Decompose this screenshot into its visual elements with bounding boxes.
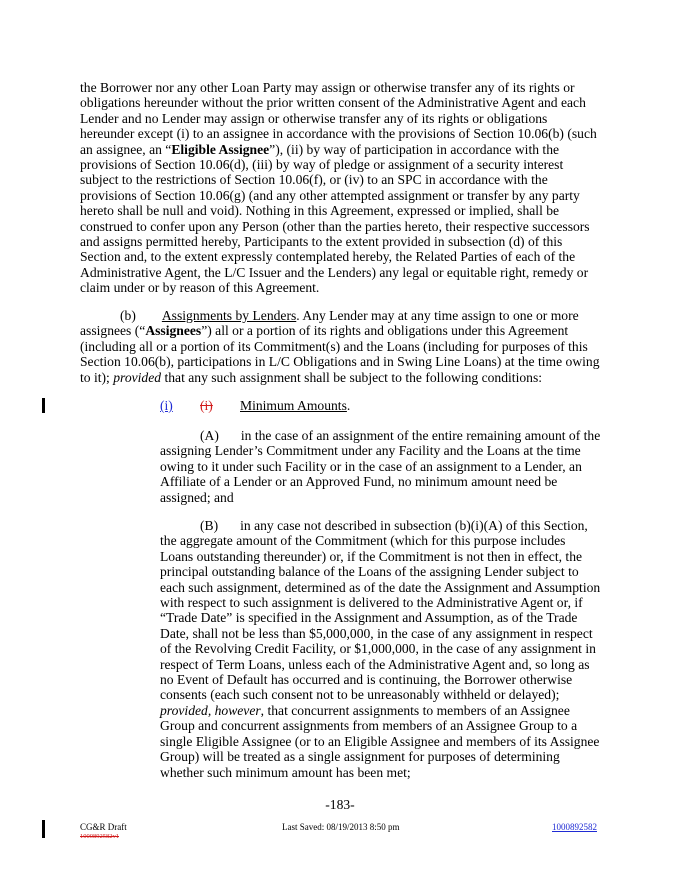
subparagraph-b-text-2: , that concurrent assignments to members of an Assignee Group and concurrent assignments from members of an Assignee Group to a single Eligible Assignee (or to an Eligible Assignee and members of its Assignee Group) will be treated as a single assignment for purposes of determining whether such minimum amount has been met; (160, 702, 600, 780)
heading-period: . (346, 398, 351, 413)
deleted-label-i: (i) (200, 398, 213, 413)
footer-left (80, 822, 127, 842)
paragraph-b-heading: Assignments by Lenders (161, 308, 297, 323)
paragraph-a-continuation (80, 80, 600, 296)
provided-italic: provided (113, 369, 162, 385)
subparagraph-a-text: in the case of an assignment of the entire remaining amount of the assigning Lender’s Commitment under any Facility and the Loans at the time owing to it under such Facility or in the case of an assignment to a Lender, an Affiliate of a Lender or an Approved Fund, no minimum amount need be assigned; and (160, 428, 601, 505)
subparagraph-b-label: (B) (200, 518, 219, 533)
assignees-term: Assignees (145, 323, 202, 339)
inserted-label-i: (i) (160, 398, 173, 413)
provided-however-italic: provided, however (160, 702, 261, 718)
footer-doc-id: 1000892582 (552, 822, 597, 832)
subparagraph-b-text-1: in any case not described in subsection (b)(i)(A) of this Section, the aggregate amount of the Commitment (which for this purpose includes Loans outstanding thereunder) or, if the Commitment is not then in effect, the principal outstanding balance of the Loans of the assigning Lender subject to each such assignment, determined as of the date the Assignment and Assumption with respect to such assignment is delivered to the Administrative Agent or, if “Trade Date” is specified in the Assignment and Assumption, as of the Trade Date, shall not be less than $5,000,000, in the case of any assignment in respect of the Revolving Credit Facility, or $1,000,000, in the case of any assignment in respect of Term Loans, unless each of the Administrative Agent and, so long as no Event of Default has occurred and is continuing, the Borrower otherwise consents (each such consent not to be unreasonably withheld or delayed); (160, 518, 601, 703)
paragraph-a-text-2: ”), (ii) by way of participation in accordance with the provisions of Section 10.06(d), (iii) by way of pledge or assignment of a security interest subject to the restrictions of Section 10.06(f), or (iv) to an SPC in accordance with the provisions of Section 10.06(g) (and any other attempted assignment or transfer by any party hereto shall be null and void). Nothing in this Agreement, expressed or implied, shall be construed to confer upon any Person (other than the parties hereto, their respective successors and assigns permitted hereby, Participants to the extent provided in subsection (d) of this Section and, to the extent expressly contemplated hereby, the Related Parties of each of the Administrative Agent, the L/C Issuer and the Lenders) any legal or equitable right, remedy or claim under or by reason of this Agreement. (80, 141, 590, 296)
footer-last-saved: Last Saved: 08/19/2013 8:50 pm (282, 822, 400, 832)
item-i-heading-wrap (240, 398, 350, 413)
eligible-assignee-term: Eligible Assignee (171, 141, 270, 157)
paragraph-b-text-3: that any such assignment shall be subject to the following conditions: (161, 369, 543, 385)
paragraph-a-text-1: the Borrower nor any other Loan Party may assign or otherwise transfer any of its rights or obligations hereunder without the prior written consent of the Administrative Agent and each Lender and no Lender may assign or otherwise transfer any of its rights or obligations hereunder except (i) to an assignee in accordance with the provisions of Section 10.06(b) (such an assignee, an “ (80, 80, 597, 157)
subparagraph-a-label: (A) (200, 428, 219, 443)
change-bar (42, 398, 45, 413)
minimum-amounts-heading: Minimum Amounts (240, 398, 347, 413)
paragraph-b-text-2: ”) all or a portion of its rights and obligations under this Agreement (including all or a portion of its Commitment(s) and the Loans (including for purposes of this Section 10.06(b), participations in L/C Obligations and in Swing Line Loans) at the time owing to it); (80, 323, 600, 385)
subparagraph-a (160, 428, 602, 505)
footer-change-bar (42, 820, 45, 838)
paragraph-b-text-1: . Any Lender may at any time assign to one or more assignees (“ (80, 308, 579, 339)
paragraph-b (80, 308, 600, 385)
paragraph-b-label: (b) (120, 308, 136, 323)
page-number: -183- (325, 797, 355, 812)
deleted-doc-id: 1000892582v1 (80, 833, 119, 840)
subparagraph-b (160, 518, 602, 780)
draft-label: CG&R Draft (80, 822, 127, 832)
